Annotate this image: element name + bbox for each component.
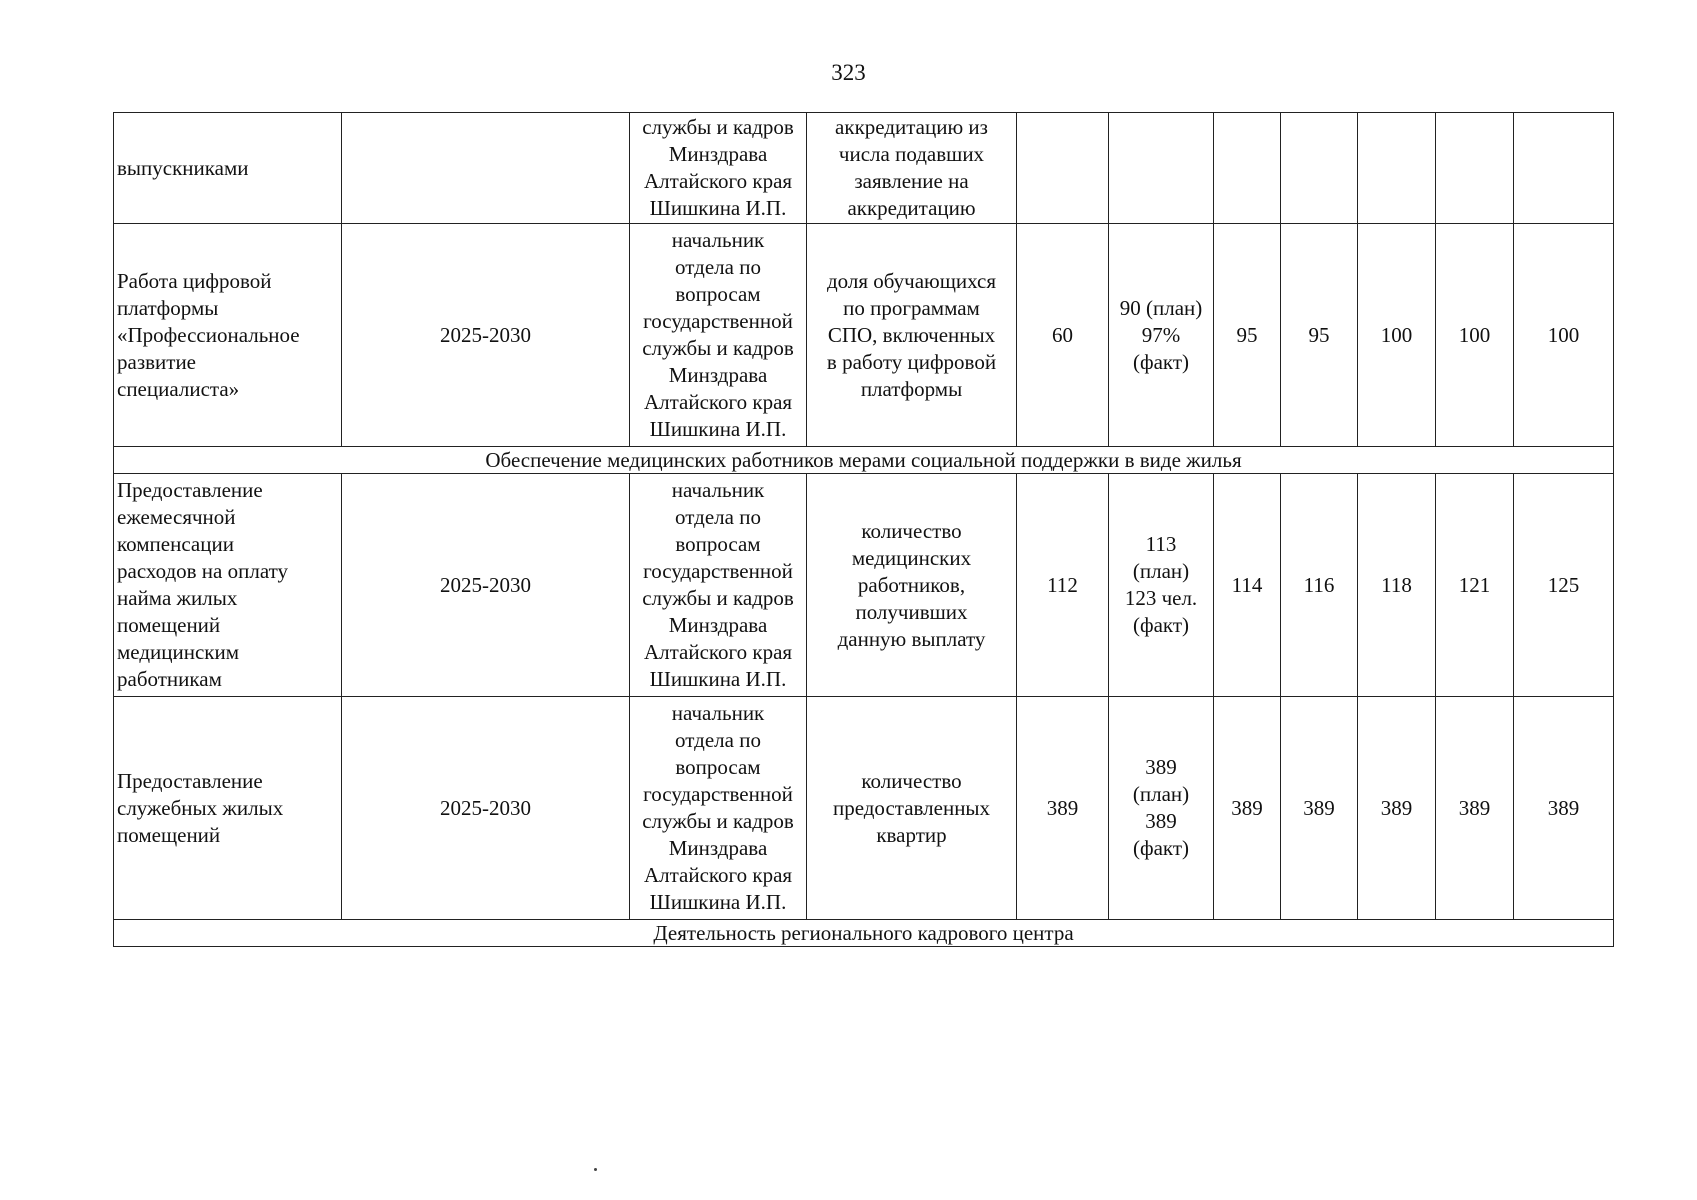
table-row bbox=[114, 113, 1614, 224]
year-value-cell: 389 bbox=[1436, 697, 1514, 920]
table-row bbox=[114, 474, 1614, 697]
period-cell bbox=[342, 113, 630, 224]
responsible-cell: начальник отдела по вопросам государственной службы и кадров Минздрава Алтайского края Шишкина И.П. bbox=[630, 697, 807, 920]
year-value-cell bbox=[1214, 113, 1281, 224]
base-value-cell: 389 bbox=[1017, 697, 1109, 920]
plan-fact-cell bbox=[1109, 113, 1214, 224]
plan-fact-cell: 113 (план) 123 чел. (факт) bbox=[1109, 474, 1214, 697]
base-value-cell: 60 bbox=[1017, 224, 1109, 447]
responsible-cell: начальник отдела по вопросам государственной службы и кадров Минздрава Алтайского края Шишкина И.П. bbox=[630, 474, 807, 697]
measure-name-cell: Работа цифровой платформы «Профессиональное развитие специалиста» bbox=[114, 224, 342, 447]
section-heading: Обеспечение медицинских работников мерами социальной поддержки в виде жилья bbox=[114, 447, 1614, 474]
indicator-cell: количество медицинских работников, получивших данную выплату bbox=[807, 474, 1017, 697]
year-value-cell: 100 bbox=[1436, 224, 1514, 447]
year-value-cell: 121 bbox=[1436, 474, 1514, 697]
indicator-cell: доля обучающихся по программам СПО, включенных в работу цифровой платформы bbox=[807, 224, 1017, 447]
base-value-cell bbox=[1017, 113, 1109, 224]
year-value-cell: 125 bbox=[1514, 474, 1614, 697]
section-row bbox=[114, 447, 1614, 474]
period-cell: 2025-2030 bbox=[342, 474, 630, 697]
year-value-cell: 95 bbox=[1281, 224, 1358, 447]
table-row bbox=[114, 224, 1614, 447]
period-cell: 2025-2030 bbox=[342, 697, 630, 920]
responsible-cell: начальник отдела по вопросам государственной службы и кадров Минздрава Алтайского края Шишкина И.П. bbox=[630, 224, 807, 447]
year-value-cell: 116 bbox=[1281, 474, 1358, 697]
year-value-cell: 389 bbox=[1358, 697, 1436, 920]
year-value-cell bbox=[1358, 113, 1436, 224]
responsible-cell: службы и кадров Минздрава Алтайского края Шишкина И.П. bbox=[630, 113, 807, 224]
measure-name-cell: Предоставление служебных жилых помещений bbox=[114, 697, 342, 920]
page-number: 323 bbox=[831, 60, 866, 85]
indicator-cell: количество предоставленных квартир bbox=[807, 697, 1017, 920]
year-value-cell: 100 bbox=[1514, 224, 1614, 447]
base-value-cell: 112 bbox=[1017, 474, 1109, 697]
indicator-cell: аккредитацию из числа подавших заявление на аккредитацию bbox=[807, 113, 1017, 224]
section-heading: Деятельность регионального кадрового центра bbox=[114, 920, 1614, 947]
year-value-cell: 118 bbox=[1358, 474, 1436, 697]
program-table bbox=[113, 112, 1614, 947]
year-value-cell: 95 bbox=[1214, 224, 1281, 447]
plan-fact-cell: 90 (план) 97% (факт) bbox=[1109, 224, 1214, 447]
period-cell: 2025-2030 bbox=[342, 224, 630, 447]
scan-speck bbox=[594, 1168, 597, 1171]
year-value-cell bbox=[1436, 113, 1514, 224]
year-value-cell: 114 bbox=[1214, 474, 1281, 697]
year-value-cell bbox=[1514, 113, 1614, 224]
year-value-cell bbox=[1281, 113, 1358, 224]
table-row bbox=[114, 697, 1614, 920]
year-value-cell: 389 bbox=[1514, 697, 1614, 920]
plan-fact-cell: 389 (план) 389 (факт) bbox=[1109, 697, 1214, 920]
section-row bbox=[114, 920, 1614, 947]
year-value-cell: 389 bbox=[1281, 697, 1358, 920]
year-value-cell: 100 bbox=[1358, 224, 1436, 447]
measure-name-cell: выпускниками bbox=[114, 113, 342, 224]
measure-name-cell: Предоставление ежемесячной компенсации расходов на оплату найма жилых помещений медицинским работникам bbox=[114, 474, 342, 697]
year-value-cell: 389 bbox=[1214, 697, 1281, 920]
